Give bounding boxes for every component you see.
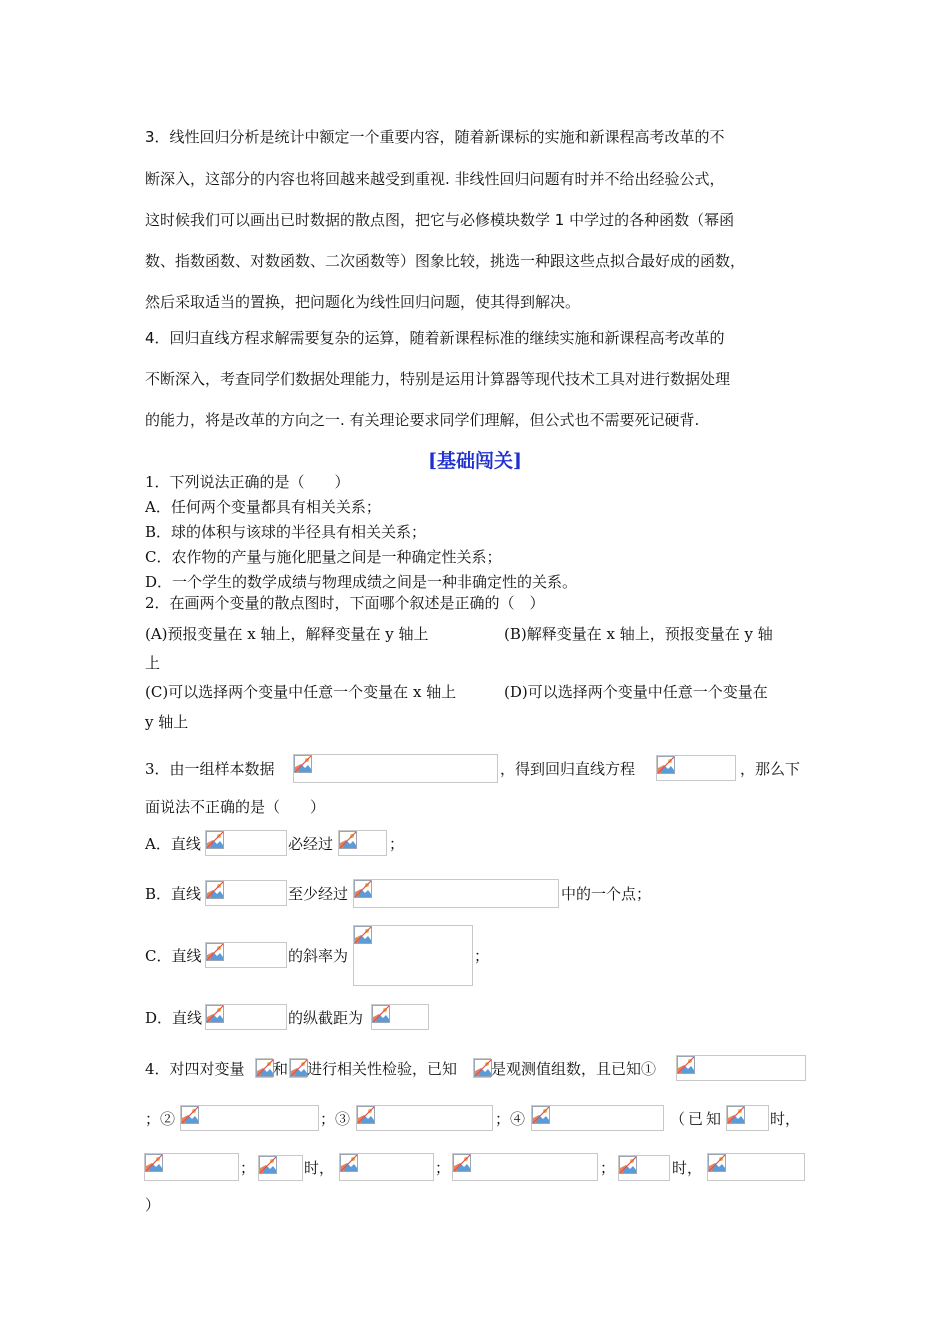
q3-option-d-prefix: D．直线: [145, 1009, 203, 1027]
broken-image-icon: [145, 1154, 163, 1172]
q3-option-b-line-formula: [205, 880, 287, 906]
broken-image-icon: [354, 926, 372, 944]
q3-option-c-prefix: C．直线: [145, 947, 202, 965]
q4-critical-value-4: [707, 1153, 805, 1181]
q4-row2-sep-3: ；③: [320, 1110, 351, 1128]
q3-sample-data-formula: [293, 754, 498, 783]
broken-image-icon: [354, 880, 372, 898]
q1-option-b: B．球的体积与该球的半径具有相关关系；: [145, 523, 427, 541]
broken-image-icon: [532, 1106, 550, 1124]
q3-option-b-prefix: B．直线: [145, 885, 202, 903]
q1-option-a: A．任何两个变量都具有相关关系；: [145, 498, 381, 516]
q4-stem-part4: 是观测值组数，且已知①: [491, 1060, 657, 1078]
q4-stem-part2: 和: [273, 1060, 289, 1078]
broken-image-icon: [453, 1154, 471, 1172]
q3-option-b-points-formula: [353, 879, 559, 908]
q4-critical-value-3: [452, 1153, 598, 1181]
broken-image-icon: [372, 1005, 390, 1023]
broken-image-icon: [294, 755, 312, 773]
broken-image-icon: [619, 1156, 637, 1174]
broken-image-icon: [357, 1106, 375, 1124]
broken-image-icon: [259, 1156, 277, 1174]
broken-image-icon: [206, 943, 224, 961]
q4-condition-3-formula: [356, 1105, 493, 1131]
q2-option-d-line1: (D)可以选择两个变量中任意一个变量在: [504, 683, 768, 701]
intro-p3-line3: 这时候我们可以画出已时数据的散点图，把它与必修模块数学 1 中学过的各种函数（幂函: [145, 211, 735, 229]
q4-row2-sep-2: ；②: [145, 1110, 176, 1128]
broken-image-icon: [206, 1005, 224, 1023]
q3-stem-part1: 3．由一组样本数据: [145, 760, 275, 778]
q4-given-condition-1: [726, 1105, 769, 1131]
broken-image-icon: [206, 831, 224, 849]
q4-row3-sep-2: ；: [435, 1159, 451, 1177]
q3-option-a-line-formula: [205, 830, 287, 856]
q4-row2-sep-4: ；④: [495, 1110, 526, 1128]
broken-image-icon: [727, 1106, 745, 1124]
q3-option-d-line-formula: [205, 1004, 287, 1030]
q4-critical-value-2: [339, 1153, 434, 1181]
broken-image-icon: [340, 1154, 358, 1172]
q4-row2-when: 时，: [770, 1110, 801, 1128]
q4-row3-when-1: 时，: [304, 1159, 335, 1177]
q2-option-b-line1: (B)解释变量在 x 轴上，预报变量在 y 轴: [504, 625, 773, 643]
q4-condition-2-formula: [180, 1105, 319, 1131]
q4-row3-sep-1: ；: [240, 1159, 256, 1177]
broken-image-icon: [339, 831, 357, 849]
q4-stem-part3: 进行相关性检验，已知: [307, 1060, 458, 1078]
broken-image-icon: [181, 1106, 199, 1124]
q1-option-c: C．农作物的产量与施化肥量之间是一种确定性关系；: [145, 548, 502, 566]
q3-stem-part2: ，得到回归直线方程: [500, 760, 636, 778]
q3-regression-equation: [656, 755, 736, 781]
intro-p4-line2: 不断深入，考查同学们数据处理能力，特别是运用计算器等现代技术工具对进行数据处理: [145, 370, 731, 388]
q4-variable-y: [289, 1058, 307, 1078]
q3-option-c-end: ；: [474, 947, 490, 965]
q4-stem-part1: 4．对四对变量: [145, 1060, 245, 1078]
q3-option-b-end: 中的一个点；: [561, 885, 652, 903]
q4-row2-given: （已知: [670, 1110, 725, 1128]
q3-option-a-end: ；: [389, 835, 405, 853]
intro-p3-line2: 断深入，这部分的内容也将回越来越受到重视. 非线性回归问题有时并不给出经验公式，: [145, 170, 725, 188]
q3-stem-part3: ，那么下: [740, 760, 801, 778]
q4-closing-paren: ）: [145, 1196, 161, 1214]
broken-image-icon: [206, 881, 224, 899]
q4-given-condition-2: [258, 1155, 303, 1181]
q3-option-c-line-formula: [205, 942, 287, 968]
q3-option-d-middle: 的纵截距为: [288, 1009, 364, 1027]
q4-variable-n: [473, 1058, 491, 1078]
intro-p3-line1: 3．线性回归分析是统计中额定一个重要内容，随着新课标的实施和新课程高考改革的不: [145, 128, 725, 146]
q3-option-a-point-formula: [338, 830, 387, 856]
q3-option-a-prefix: A．直线: [145, 835, 201, 853]
q3-option-c-slope-formula: [353, 925, 473, 986]
broken-image-icon: [256, 1059, 274, 1077]
q4-condition-4-formula: [531, 1105, 664, 1131]
q1-stem: 1．下列说法正确的是（ ）: [145, 473, 350, 491]
q4-row3-when-2: 时，: [672, 1159, 703, 1177]
section-title: [基础闯关]: [428, 450, 522, 472]
broken-image-icon: [290, 1059, 308, 1077]
q3-stem-part4: 面说法不正确的是（ ）: [145, 798, 326, 816]
q4-row3-sep-3: ；: [600, 1159, 616, 1177]
q4-variable-x: [255, 1058, 273, 1078]
q1-option-d: D．一个学生的数学成绩与物理成绩之间是一种非确定性的关系。: [145, 573, 578, 591]
q4-critical-value-1: [144, 1153, 239, 1181]
q3-option-c-middle: 的斜率为: [288, 947, 349, 965]
q3-option-d-intercept-formula: [371, 1004, 429, 1030]
broken-image-icon: [657, 756, 675, 774]
broken-image-icon: [474, 1059, 492, 1077]
intro-p3-line4: 数、指数函数、对数函数、二次函数等）图象比较，挑选一种跟这些点拟合最好成的函数，: [145, 252, 746, 270]
intro-p4-line3: 的能力，将是改革的方向之一. 有关理论要求同学们理解，但公式也不需要死记硬背.: [145, 411, 700, 429]
q4-condition-1-formula: [676, 1055, 806, 1081]
q4-given-condition-3: [618, 1155, 670, 1181]
q3-option-a-middle: 必经过: [288, 835, 334, 853]
q2-option-d-line2: y 轴上: [145, 713, 189, 731]
intro-p3-line5: 然后采取适当的置换，把问题化为线性回归问题，使其得到解决。: [145, 293, 581, 311]
q2-option-b-line2: 上: [145, 654, 161, 672]
intro-p4-line1: 4．回归直线方程求解需要复杂的运算，随着新课程标准的继续实施和新课程高考改革的: [145, 329, 725, 347]
broken-image-icon: [708, 1154, 726, 1172]
q2-stem: 2．在画两个变量的散点图时，下面哪个叙述是正确的（ ）: [145, 594, 545, 612]
broken-image-icon: [677, 1056, 695, 1074]
q2-option-a: (A)预报变量在 x 轴上，解释变量在 y 轴上: [145, 625, 429, 643]
q3-option-b-middle: 至少经过: [288, 885, 349, 903]
q2-option-c: (C)可以选择两个变量中任意一个变量在 x 轴上: [145, 683, 457, 701]
